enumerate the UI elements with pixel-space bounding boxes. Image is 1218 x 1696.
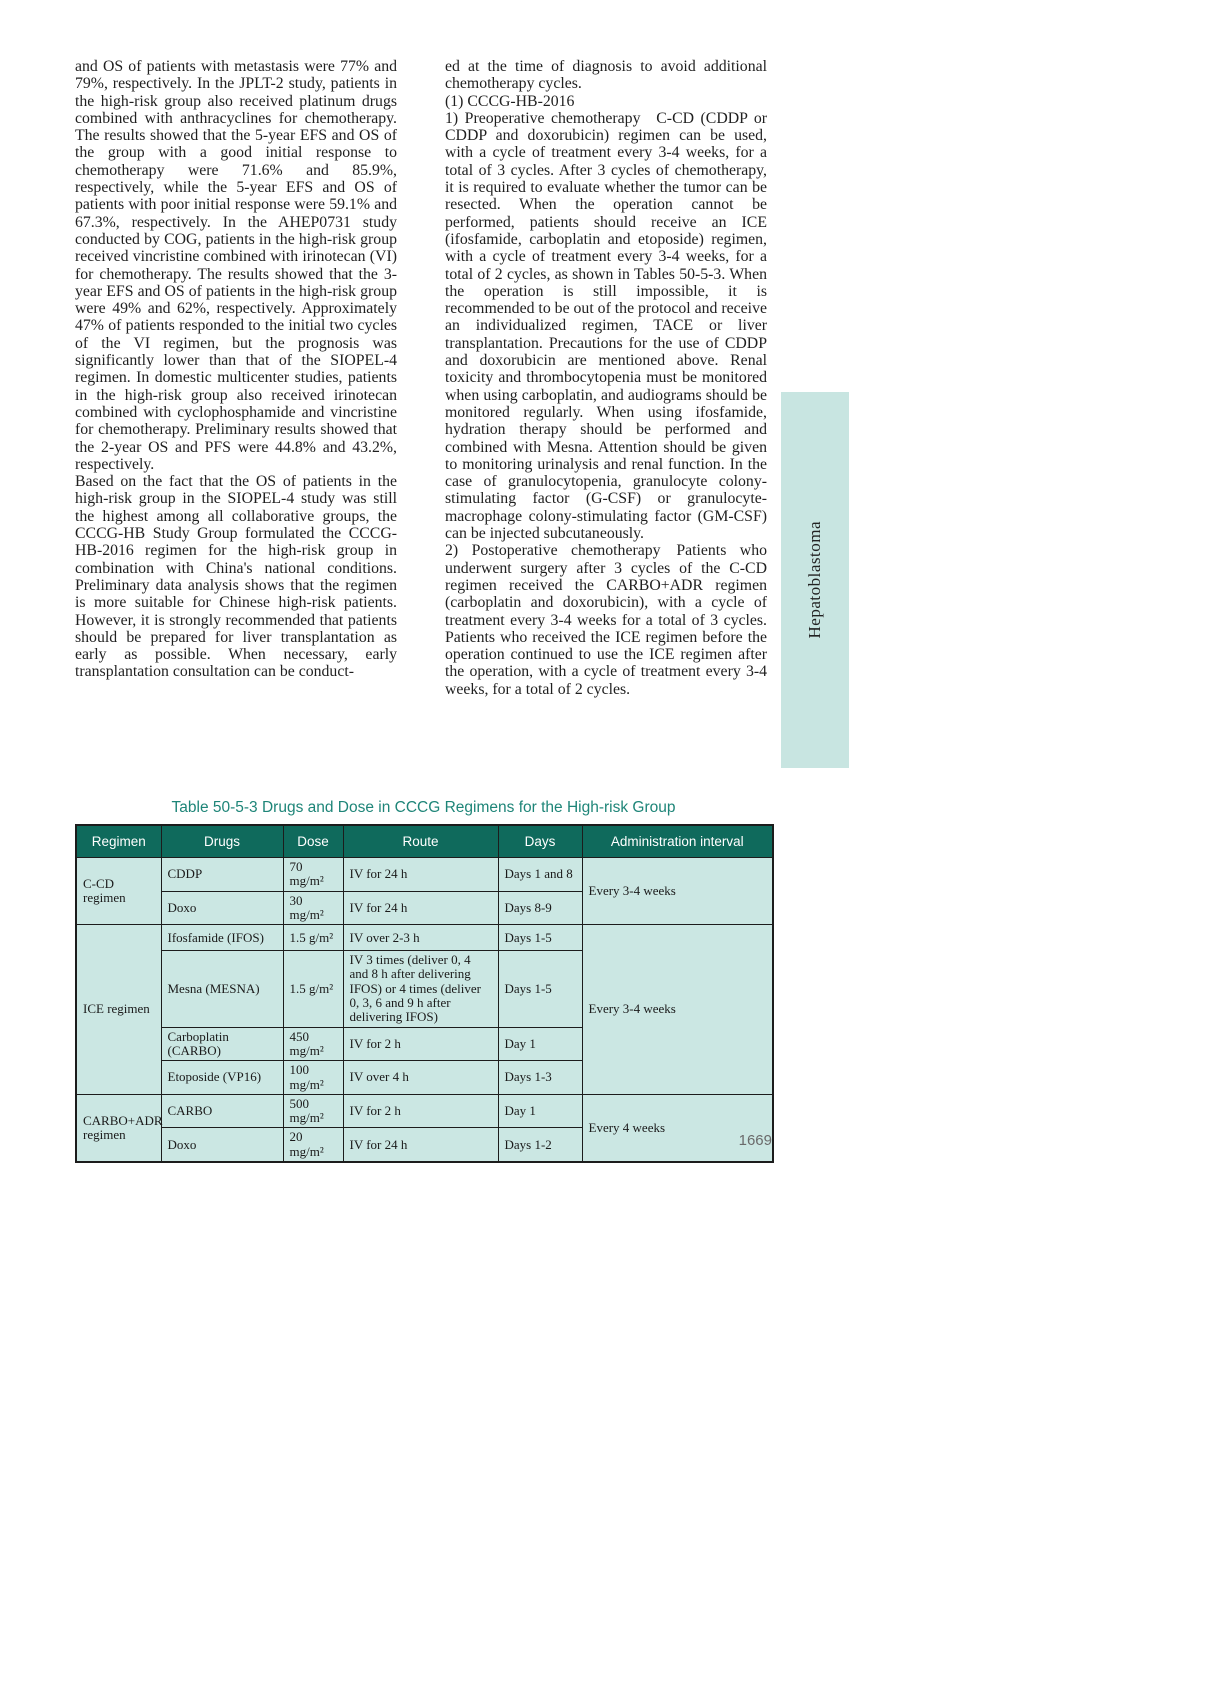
cell-interval: Every 4 weeks [582, 1094, 773, 1162]
cell-days: Day 1 [498, 1094, 582, 1128]
cell-drug: Etoposide (VP16) [161, 1061, 283, 1095]
cell-regimen: ICE regimen [76, 925, 161, 1095]
right-column-paragraph-preoperative: 1) Preoperative chemotherapy C-CD (CDDP or CDDP and doxorubicin) regimen can be used, with a cycle of treatment every 3-4 weeks, for a total of 3 cycles. After 3 cycles of chemotherapy, it is required to evaluate whether the tumor can be resected. When the operation cannot be performed, patients should receive an ICE (ifosfamide, carboplatin and etoposide) regimen, with a cycle of treatment every 3-4 weeks, for a total of 2 cycles, as shown in Tables 50-5-3. When the operation is still impossible, it is recommended to be out of the protocol and receive an individualized regimen, TACE or liver transplantation. Precautions for the use of CDDP and doxorubicin are mentioned above. Renal toxicity and thrombocytopenia must be monitored when using carboplatin, and audiograms should be monitored regularly. When using ifosfamide, hydration therapy should be performed and combined with Mesna. Attention should be given to monitoring urinalysis and renal function. In the case of granulocytopenia, granulocyte colony-stimulating factor (G-CSF) or granulocyte-macrophage colony-stimulating factor (GM-CSF) can be injected subcutaneously. [445, 109, 767, 543]
cell-days: Day 1 [498, 1027, 582, 1061]
thumb-tab-label: Hepatoblastoma [805, 521, 824, 639]
cell-days: Days 1-5 [498, 925, 582, 951]
cell-dose: 500 mg/m² [283, 1094, 343, 1128]
cell-days: Days 1-3 [498, 1061, 582, 1095]
cell-drug: Doxo [161, 891, 283, 925]
cell-drug: CDDP [161, 858, 283, 892]
cell-days: Days 1-2 [498, 1128, 582, 1162]
cell-dose: 1.5 g/m² [283, 951, 343, 1027]
col-header-drugs: Drugs [161, 825, 283, 858]
cell-days: Days 1 and 8 [498, 858, 582, 892]
cell-dose: 30 mg/m² [283, 891, 343, 925]
cell-interval: Every 3-4 weeks [582, 858, 773, 925]
col-header-regimen: Regimen [76, 825, 161, 858]
left-column-paragraph-1: and OS of patients with metastasis were 77% and 79%, respectively. In the JPLT-2 study, patients in the high-risk group also received platinum drugs combined with anthracyclines for chemotherapy. The results showed that the 5-year EFS and OS of the group with a good initial response to chemotherapy were 71.6% and 85.9%, respectively, while the 5-year EFS and OS of patients with poor initial response were 59.1% and 67.3%, respectively. In the AHEP0731 study conducted by COG, patients in the high-risk group received vincristine combined with irinotecan (VI) for chemotherapy. The results showed that the 3-year EFS and OS of patients in the high-risk group were 49% and 62%, respectively. Approximately 47% of patients responded to the initial two cycles of the VI regimen, but the prognosis was significantly lower than that of the SIOPEL-4 regimen. In domestic multicenter studies, patients in the high-risk group also received irinotecan combined with cyclophosphamide and vincristine for chemotherapy. Preliminary results showed that the 2-year OS and PFS were 44.8% and 43.2%, respectively. [75, 58, 397, 473]
cell-dose: 20 mg/m² [283, 1128, 343, 1162]
table-row [76, 858, 773, 892]
table-row [76, 1094, 773, 1128]
hepatoblastoma-thumb-tab [781, 392, 849, 768]
cell-route: IV for 24 h [343, 891, 498, 925]
col-header-route: Route [343, 825, 498, 858]
cell-route: IV for 2 h [343, 1027, 498, 1061]
left-text-column [75, 58, 397, 681]
cell-days: Days 1-5 [498, 951, 582, 1027]
right-text-column [445, 58, 767, 698]
table-row [76, 925, 773, 951]
right-column-paragraph-1: ed at the time of diagnosis to avoid additional chemotherapy cycles. [445, 58, 767, 93]
cell-route: IV for 24 h [343, 1128, 498, 1162]
col-header-days: Days [498, 825, 582, 858]
cell-days: Days 8-9 [498, 891, 582, 925]
right-column-paragraph-postoperative: 2) Postoperative chemotherapy Patients who underwent surgery after 3 cycles of the C-CD regimen received the CARBO+ADR regimen (carboplatin and doxorubicin), with a cycle of treatment every 3-4 weeks for a total of 3 cycles. Patients who received the ICE regimen before the operation continued to use the ICE regimen after the operation, with a cycle of treatment every 3-4 weeks, for a total of 2 cycles. [445, 542, 767, 698]
cccg-regimens-table [75, 824, 774, 1163]
cell-route: IV for 24 h [343, 858, 498, 892]
col-header-interval: Administration interval [582, 825, 773, 858]
cell-drug: Doxo [161, 1128, 283, 1162]
left-column-paragraph-2: Based on the fact that the OS of patients in the high-risk group in the SIOPEL-4 study was still the highest among all collaborative groups, the CCCG-HB Study Group formulated the CCCG-HB-2016 regimen for the high-risk group in combination with China's national conditions. Preliminary data analysis shows that the regimen is more suitable for Chinese high-risk patients. However, it is strongly recommended that patients should be prepared for liver transplantation as early as possible. When necessary, early transplantation consultation can be conduct- [75, 473, 397, 681]
cell-regimen: CARBO+ADR regimen [76, 1094, 161, 1162]
col-header-dose: Dose [283, 825, 343, 858]
cell-dose: 100 mg/m² [283, 1061, 343, 1095]
cell-regimen: C-CD regimen [76, 858, 161, 925]
cell-dose: 450 mg/m² [283, 1027, 343, 1061]
cell-drug: CARBO [161, 1094, 283, 1128]
cell-drug: Mesna (MESNA) [161, 951, 283, 1027]
table-title: Table 50-5-3 Drugs and Dose in CCCG Regimens for the High-risk Group [171, 799, 676, 816]
cell-route: IV 3 times (deliver 0, 4 and 8 h after delivering IFOS) or 4 times (deliver 0, 3, 6 and 9 h after delivering IFOS) [343, 951, 498, 1027]
cell-drug: Carboplatin (CARBO) [161, 1027, 283, 1061]
cell-dose: 70 mg/m² [283, 858, 343, 892]
table-header-row [76, 825, 773, 858]
cell-route: IV for 2 h [343, 1094, 498, 1128]
cell-interval: Every 3-4 weeks [582, 925, 773, 1095]
cell-route: IV over 4 h [343, 1061, 498, 1095]
right-column-heading-cccg-hb-2016: (1) CCCG-HB-2016 [445, 92, 575, 110]
page-number: 1669 [738, 1132, 772, 1149]
cell-dose: 1.5 g/m² [283, 925, 343, 951]
cell-route: IV over 2-3 h [343, 925, 498, 951]
cell-drug: Ifosfamide (IFOS) [161, 925, 283, 951]
